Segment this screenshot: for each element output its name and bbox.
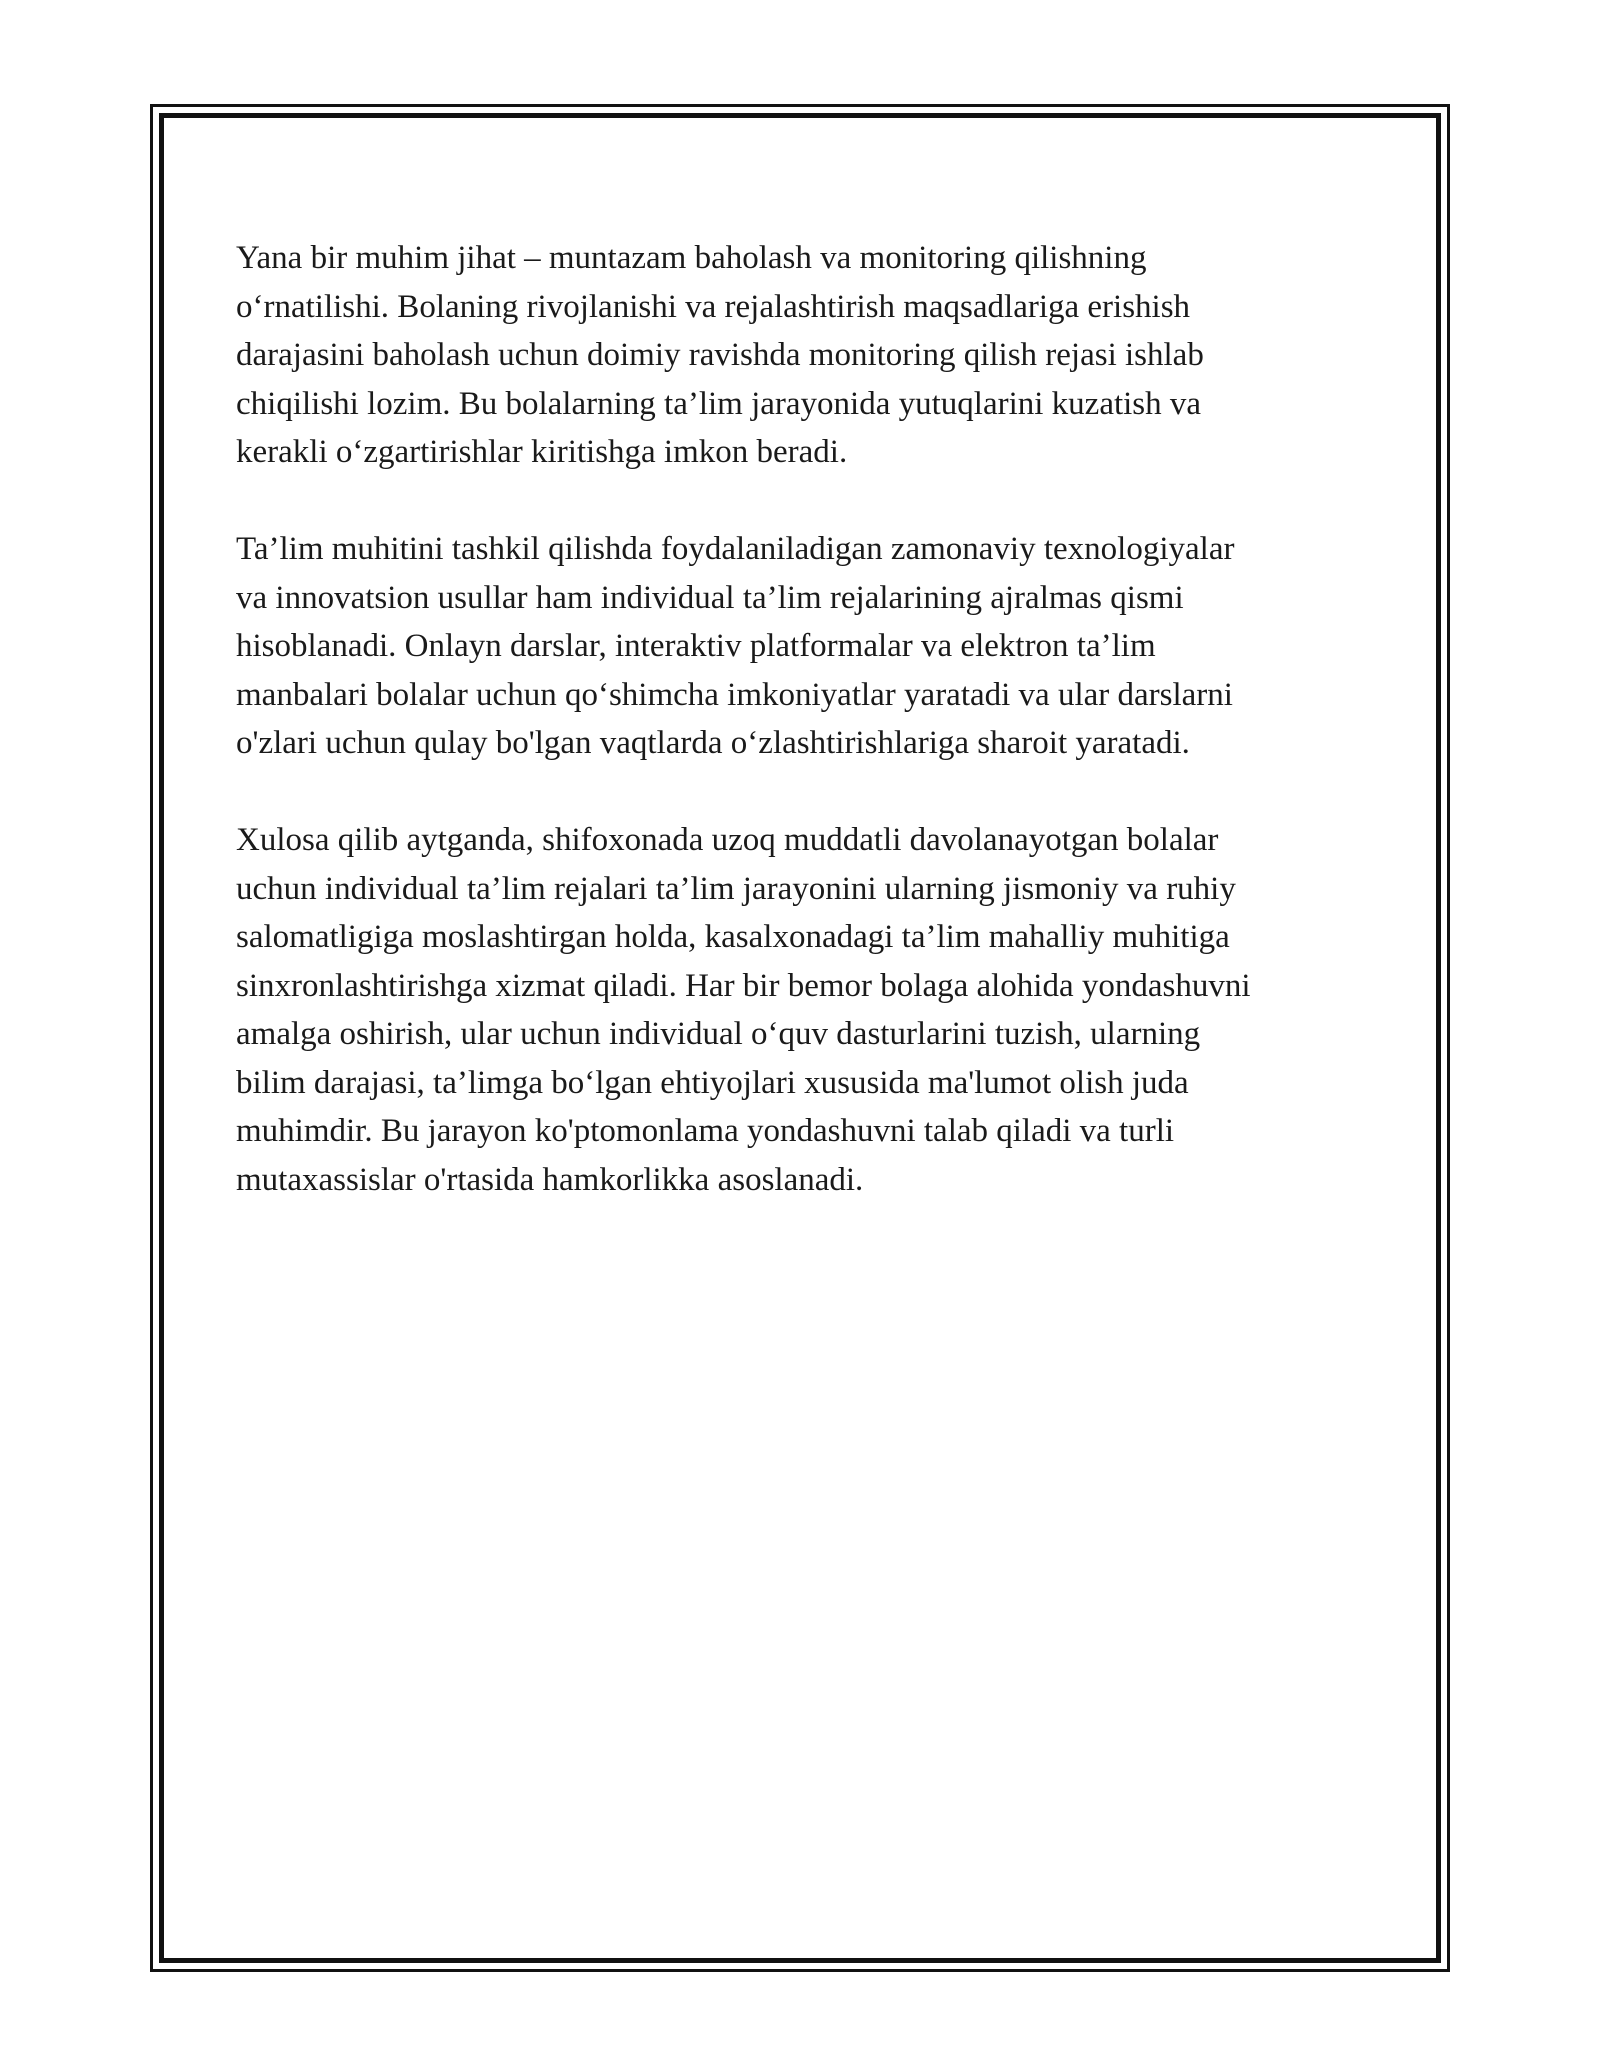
paragraph-conclusion — [236, 816, 1386, 1204]
paragraph-technologies — [236, 525, 1386, 768]
paragraph-monitoring — [236, 234, 1386, 477]
text-line: amalga oshirish, ular uchun individual o‘quv dasturlarini tuzish, ularning — [236, 1016, 1201, 1052]
text-line: manbalari bolalar uchun qo‘shimcha imkoniyatlar yaratadi va ular darslarni — [236, 676, 1233, 713]
text-line: va innovatsion usullar ham individual ta’lim rejalarining ajralmas qismi — [236, 579, 1184, 616]
text-line: sinxronlashtirishga xizmat qiladi. Har bir bemor bolaga alohida yondashuvni — [236, 967, 1251, 1004]
text-line: bilim darajasi, ta’limga bo‘lgan ehtiyojlari xususida ma'lumot olish juda — [236, 1064, 1189, 1101]
text-line: uchun individual ta’lim rejalari ta’lim jarayonini ularning jismoniy va ruhiy — [236, 870, 1236, 907]
text-line: Ta’lim muhitini tashkil qilishda foydalaniladigan zamonaviy texnologiyalar — [236, 531, 1235, 567]
text-line: hisoblanadi. Onlayn darslar, interaktiv platformalar va elektron ta’lim — [236, 628, 1156, 664]
text-line: muhimdir. Bu jarayon ko'ptomonlama yondashuvni talab qiladi va turli — [236, 1113, 1175, 1149]
text-line: o‘rnatilishi. Bolaning rivojlanishi va rejalashtirish maqsadlariga erishish — [236, 288, 1191, 325]
text-line: kerakli o‘zgartirishlar kiritishga imkon beradi. — [236, 434, 848, 470]
text-line: Yana bir muhim jihat – muntazam baholash va monitoring qilishning — [236, 240, 1147, 276]
text-line: mutaxassislar o'rtasida hamkorlikka asoslanadi. — [236, 1161, 864, 1198]
document-body — [236, 234, 1386, 1253]
text-line: chiqilishi lozim. Bu bolalarning ta’lim jarayonida yutuqlarini kuzatish va — [236, 385, 1202, 422]
text-line: o'zlari uchun qulay bo'lgan vaqtlarda o‘zlashtirishlariga sharoit yaratadi. — [236, 725, 1190, 761]
text-line: salomatligiga moslashtirgan holda, kasalxonadagi ta’lim mahalliy muhitiga — [236, 919, 1230, 955]
text-line: darajasini baholash uchun doimiy ravishda monitoring qilish rejasi ishlab — [236, 337, 1204, 373]
text-line: Xulosa qilib aytganda, shifoxonada uzoq muddatli davolanayotgan bolalar — [236, 822, 1219, 858]
